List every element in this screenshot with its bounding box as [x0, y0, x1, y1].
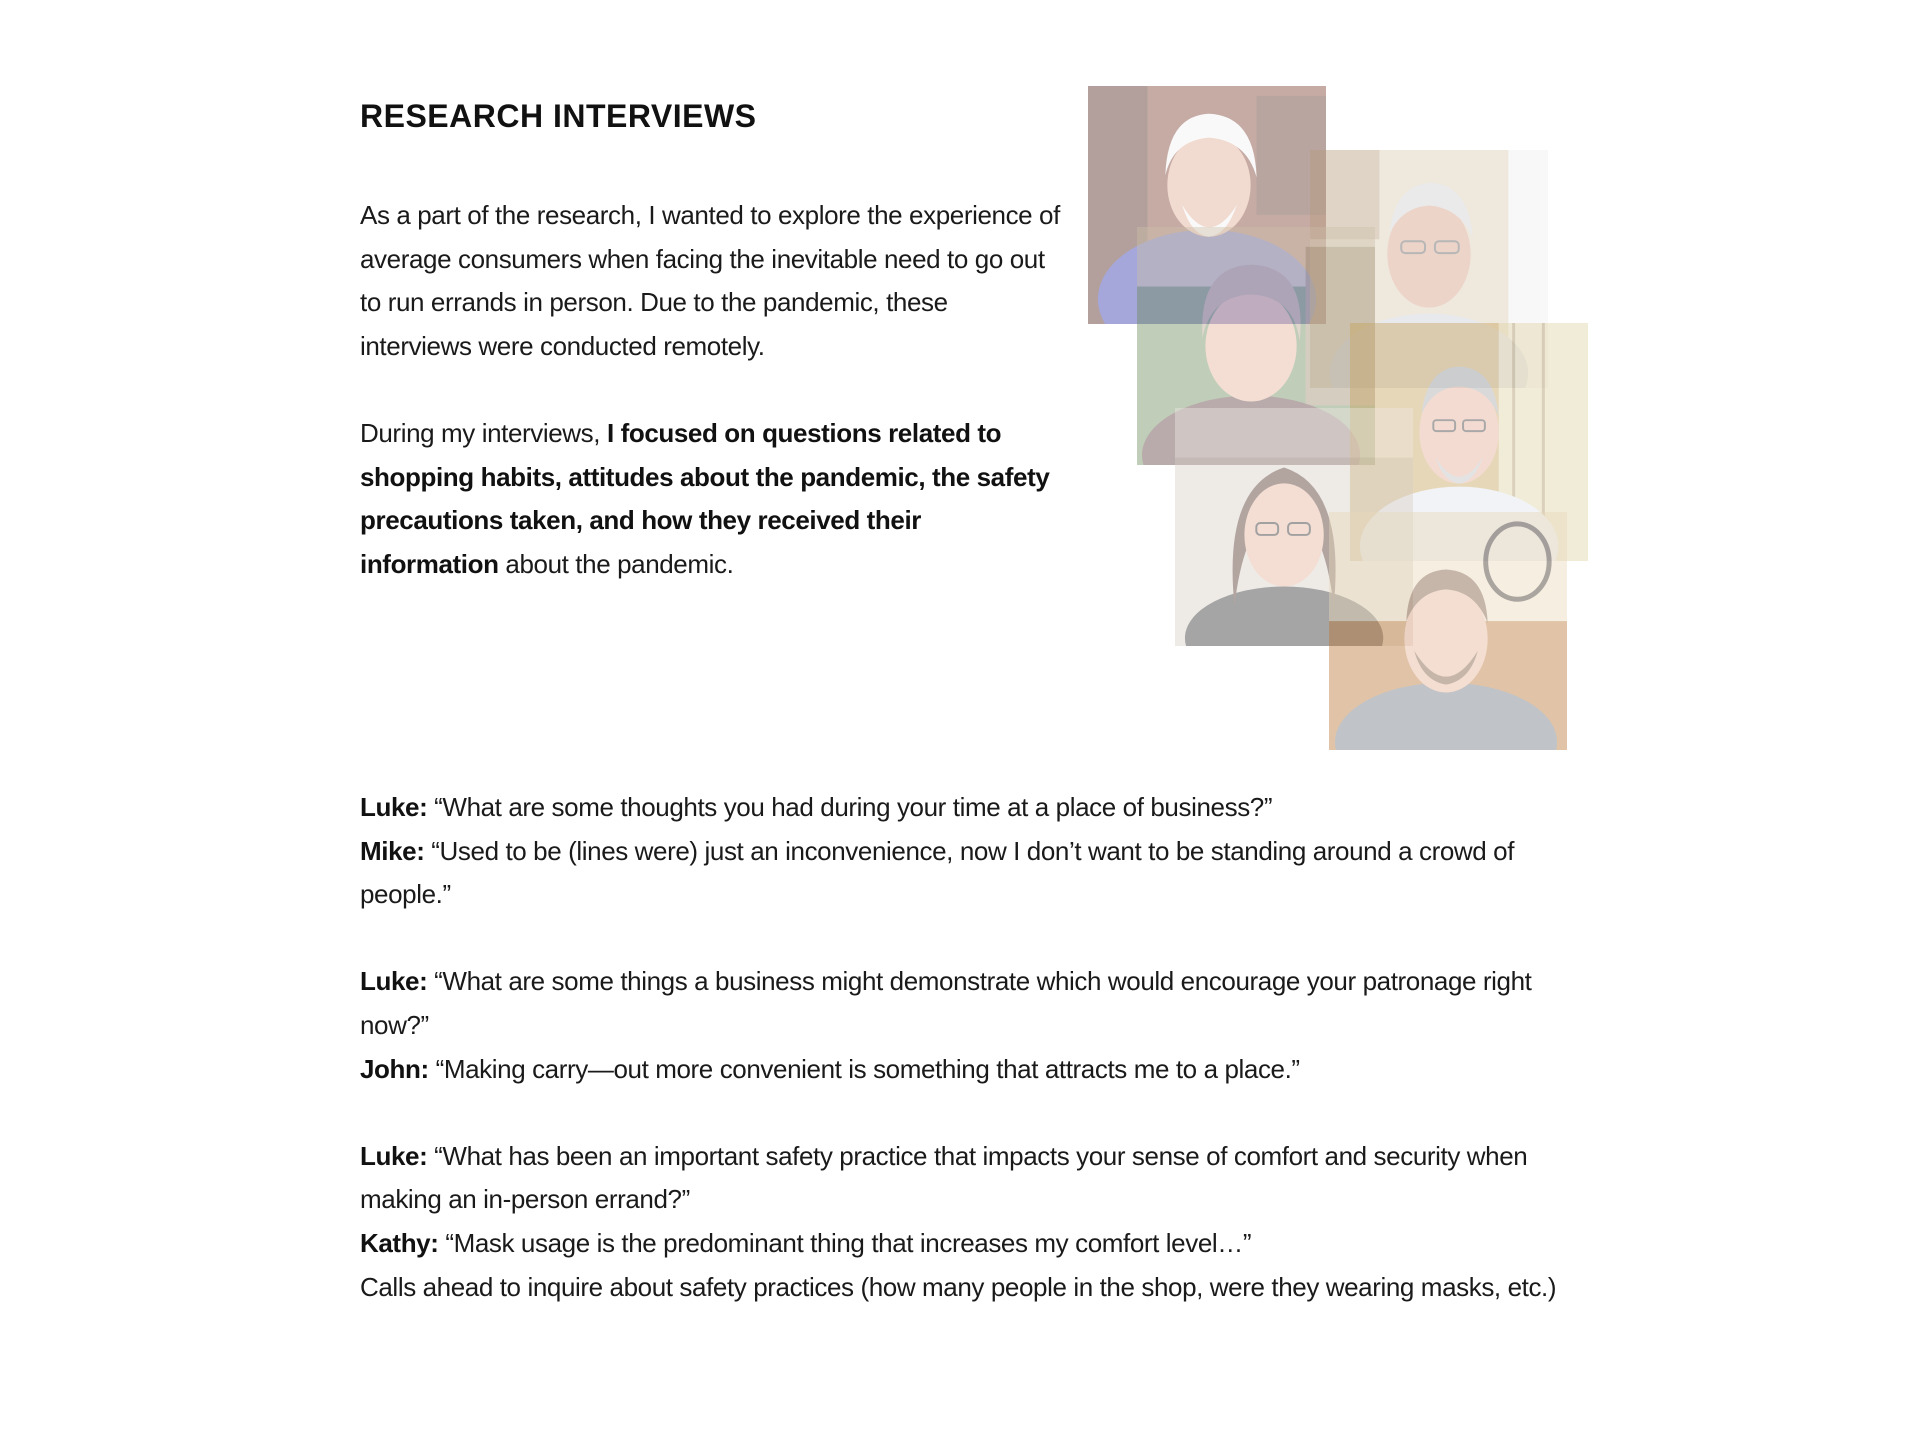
intro-paragraph-1: As a part of the research, I wanted to explore the experience of average consumers when facing the inevitable need to go out to run errands in person. Due to the pandemic, these interviews were conducted remotely.: [360, 200, 1060, 361]
answer-line: [360, 830, 1600, 917]
intro-paragraph-2: [360, 412, 1060, 586]
speaker-name: John:: [360, 1053, 429, 1084]
speaker-name: Kathy:: [360, 1227, 439, 1258]
speaker-name: Luke:: [360, 792, 428, 822]
question-line: [360, 786, 1600, 830]
speaker-name: Luke:: [360, 1140, 428, 1171]
intro-p2-start: During my interviews,: [360, 417, 607, 448]
question-line: [360, 1135, 1600, 1222]
question-text: “What are some things a business might demonstrate which would encourage your patronage right now?”: [360, 966, 1532, 1040]
interview-photo-collage: [1088, 86, 1588, 750]
interviewee-photo-6: [1329, 512, 1567, 750]
quote-exchange-1: [360, 786, 1600, 917]
quote-exchange-3: [360, 1135, 1600, 1309]
answer-text: “Mask usage is the predominant thing that increases my comfort level…”: [438, 1227, 1252, 1258]
intro-p2-emphasis: I focused on questions related to shopping habits, attitudes about the pandemic, the safety precautions taken, and how they received their information: [360, 417, 1050, 579]
question-line: [360, 960, 1600, 1047]
interview-quotes: [360, 786, 1600, 1309]
intro-text: [360, 194, 1060, 586]
quote-exchange-2: [360, 960, 1600, 1091]
answer-line: [360, 1222, 1600, 1266]
intro-p2-end: about the pandemic.: [498, 548, 734, 579]
answer-text: “Making carry—out more convenient is something that attracts me to a place.”: [428, 1053, 1300, 1084]
speaker-name: Mike:: [360, 835, 425, 866]
answer-line: [360, 1048, 1600, 1092]
answer-text: “Used to be (lines were) just an inconvenience, now I don’t want to be standing around a crowd of people.”: [360, 835, 1515, 910]
question-text: “What are some thoughts you had during your time at a place of business?”: [427, 792, 1273, 822]
speaker-name: Luke:: [360, 966, 428, 997]
answer-note: Calls ahead to inquire about safety practices (how many people in the shop, were they wearing masks, etc.): [360, 1271, 1557, 1302]
portrait-illustration-6: [1329, 512, 1567, 750]
question-text: “What has been an important safety practice that impacts your sense of comfort and security when making an in-person errand?”: [360, 1140, 1528, 1215]
section-title: RESEARCH INTERVIEWS: [360, 98, 757, 134]
